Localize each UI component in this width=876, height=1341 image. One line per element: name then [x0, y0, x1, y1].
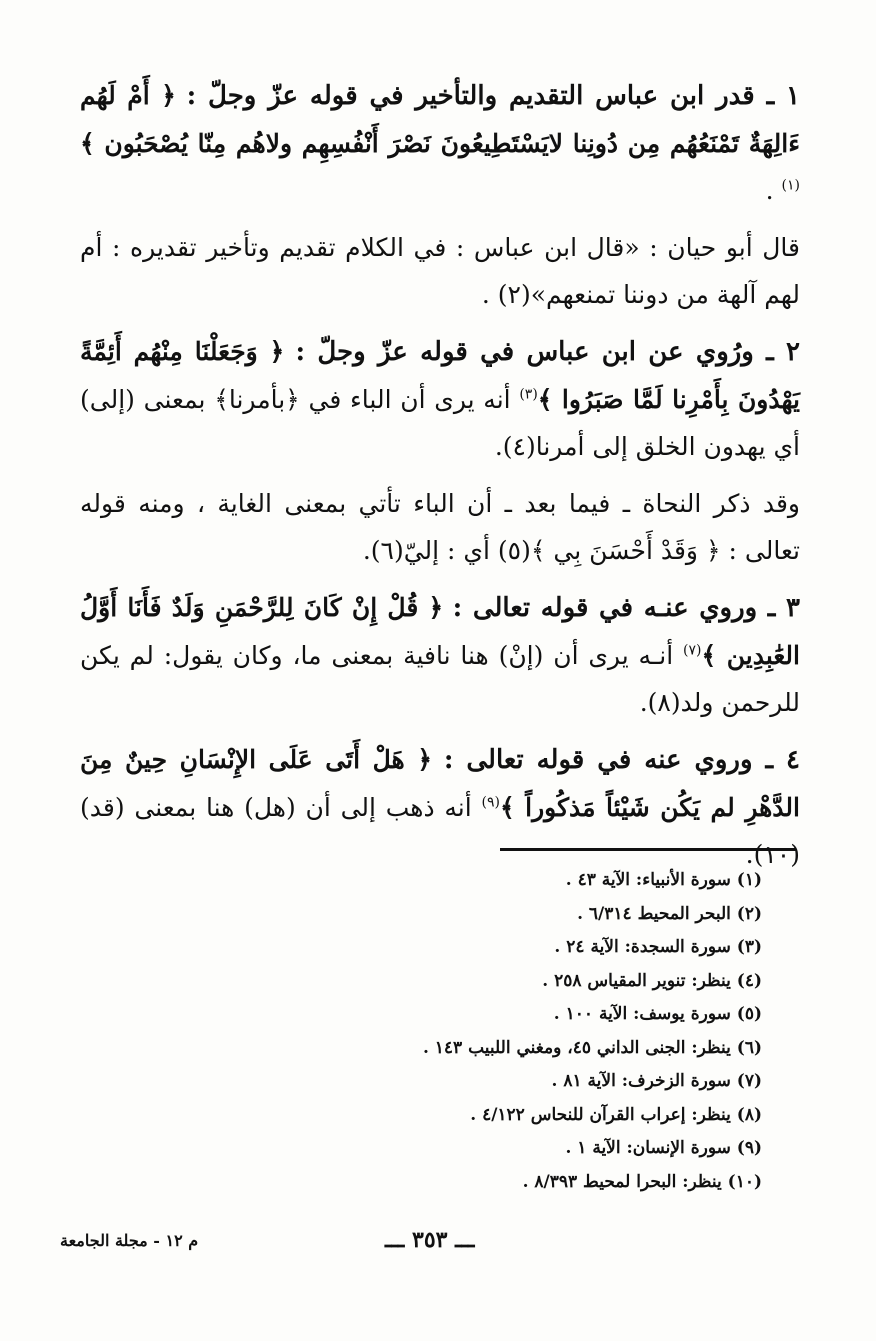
paragraph-2	[80, 224, 800, 318]
footnote-ref: (١)	[781, 177, 800, 194]
paragraph-3	[80, 328, 800, 470]
footnote-ref: (٩)	[481, 794, 500, 811]
footnote-item: (٩) سورة الإنسان: الآية ١ .	[565, 1138, 762, 1158]
paragraph-lead: ١ ـ قدر ابن عباس التقديم والتأخير في قوله عزّ وجلّ :	[186, 81, 801, 111]
footnote-item: (١٠) ينظر: البحرا لمحيط ٨/٣٩٣ .	[522, 1171, 762, 1192]
paragraph-lead: ٢ ـ ورُوي عن ابن عباس في قوله عزّ وجلّ :	[295, 337, 800, 367]
footnote-item: (٦) ينظر: الجنى الداني ٤٥، ومغني اللبيب ١٤٣ .	[422, 1037, 762, 1058]
quran-verse: ﴿ قُلْ إِنْ كَانَ لِلرَّحْمَنِ وَلَدٌ فَأَنَا أَوَّلُ العَٰبِدِين ﴾	[80, 593, 800, 670]
quran-verse: ﴿ هَلْ أَتَى عَلَى الإِنْسَانِ حِينٌ مِنَ الدَّهْرِ لم يَكُن شَيْئاً مَذكُوراً ﴾	[80, 745, 800, 822]
paragraph-rest: .	[765, 176, 774, 205]
paragraph-6	[80, 736, 800, 878]
footnote-item: (٤) ينظر: تنوير المقياس ٢٥٨ .	[542, 970, 762, 991]
paragraph-lead: ٤ ـ وروي عنه في قوله تعالى :	[443, 745, 800, 775]
footnote-ref: (٧)	[683, 642, 702, 659]
quran-verse: ﴿ أَمْ لَهُم ءَالِهَةٌ تَمْنَعُهُم مِن دُونِنا لايَسْتَطِيعُونَ نَصْرَ أَنْفُسِهِم ولاهُم مِنّا يُصْحَبُون ﴾	[80, 81, 800, 158]
body-text	[80, 72, 800, 888]
quran-verse: ﴿ وَجَعَلْنَا مِنْهُم أَئِمَّةً يَهْدُونَ بِأَمْرِنا لَمَّا صَبَرُوا ﴾	[80, 337, 800, 414]
paragraph-4	[80, 480, 800, 574]
paragraph-rest: أنه يرى أن الباء في ﴿بأمرنا﴾ بمعنى (إلى) أي يهدون الخلق إلى أمرنا(٤).	[80, 385, 800, 461]
footnote-ref: (٣)	[519, 386, 538, 403]
paragraph-5	[80, 584, 800, 726]
paragraph-lead: ٣ ـ وروي عنـه في قوله تعالى :	[452, 593, 800, 623]
journal-name: م ١٢ - مجلة الجامعة	[60, 1231, 199, 1250]
paragraph-rest: وقد ذكر النحاة ـ فيما بعد ـ أن الباء تأتي بمعنى الغاية ، ومنه قوله تعالى : ﴿ وَقَدْ أَحْسَنَ بِي ﴾(٥) أي : إليّ(٦).	[80, 489, 800, 565]
paragraph-rest: أنه ذهب إلى أن (هل) هنا بمعنى (قد)(١٠).	[80, 793, 800, 869]
footnote-item: (٣) سورة السجدة: الآية ٢٤ .	[554, 937, 762, 957]
footnote-item: (٢) البحر المحيط ٦/٣١٤ .	[577, 903, 762, 924]
footnote-item: (٥) سورة يوسف: الآية ١٠٠ .	[553, 1004, 762, 1024]
paragraph-rest: قال أبو حيان : «قال ابن عباس : في الكلام تقديم وتأخير تقديره : أم لهم آلهة من دوننا تمنعهم»(٢) .	[80, 233, 800, 309]
page-number: ـــ ٣٥٣ ـــ	[385, 1227, 475, 1253]
footnote-divider	[500, 848, 796, 851]
page-footer	[60, 1227, 816, 1261]
paragraph-1	[80, 72, 800, 214]
footnote-item: (٧) سورة الزخرف: الآية ٨١ .	[551, 1071, 762, 1091]
footnote-item: (٨) ينظر: إعراب القرآن للنحاس ٤/١٢٢ .	[470, 1104, 762, 1125]
footnote-item: (١) سورة الأنبياء: الآية ٤٣ .	[565, 870, 762, 890]
paragraph-rest: أنـه يرى أن (إنْ) هنا نافية بمعنى ما، وكان يقول: لم يكن للرحمن ولد(٨).	[80, 641, 800, 717]
footnotes	[300, 864, 762, 1199]
